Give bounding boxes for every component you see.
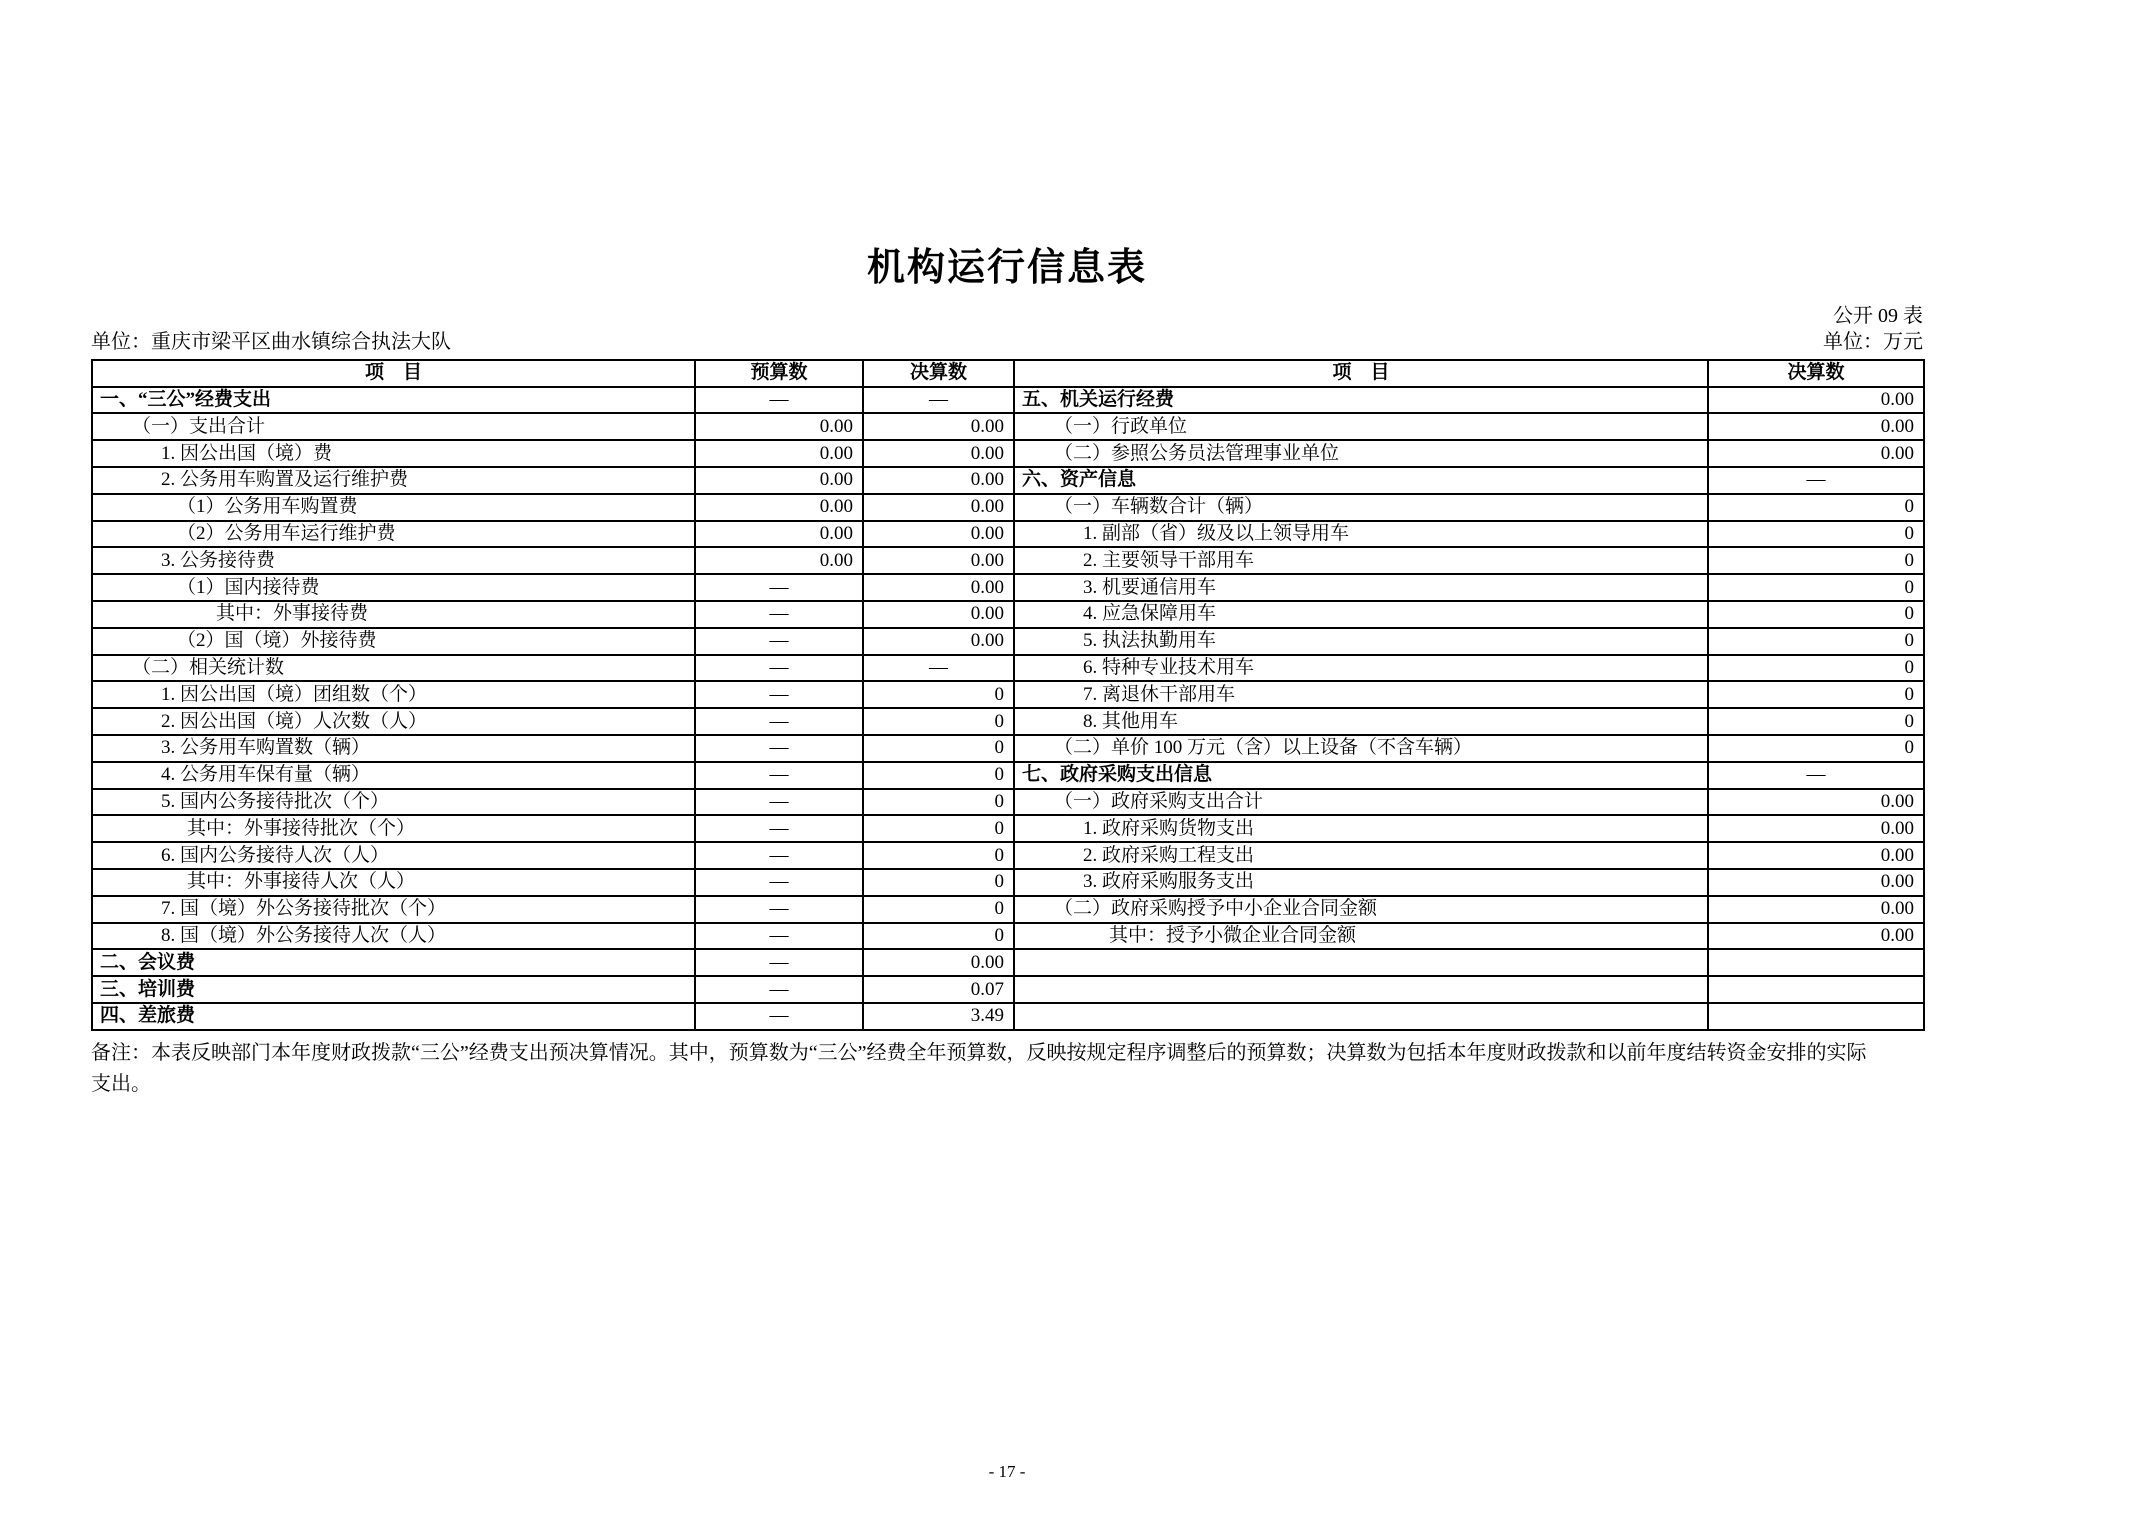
final-value-right: 0 xyxy=(1708,574,1924,601)
table-row xyxy=(92,387,1924,414)
budget-value-left: — xyxy=(695,869,863,896)
row-label-right: （二）单价 100 万元（含）以上设备（不含车辆） xyxy=(1014,735,1708,762)
budget-value-left: — xyxy=(695,708,863,735)
header-final-left: 决算数 xyxy=(863,360,1014,387)
table-header-row xyxy=(92,360,1924,387)
budget-value-left: — xyxy=(695,628,863,655)
row-label-right: （一）政府采购支出合计 xyxy=(1014,789,1708,816)
table-row xyxy=(92,896,1924,923)
table-row xyxy=(92,574,1924,601)
budget-value-left: — xyxy=(695,949,863,976)
final-value-left: 0 xyxy=(863,681,1014,708)
table-row xyxy=(92,923,1924,950)
final-value-left: 0.00 xyxy=(863,494,1014,521)
final-value-left: 0.00 xyxy=(863,413,1014,440)
final-value-right: 0.00 xyxy=(1708,842,1924,869)
row-label-left: 5. 国内公务接待批次（个） xyxy=(92,789,695,816)
row-label-right: 8. 其他用车 xyxy=(1014,708,1708,735)
row-label-right: 1. 副部（省）级及以上领导用车 xyxy=(1014,521,1708,548)
table-row xyxy=(92,521,1924,548)
unit-money-label: 单位：万元 xyxy=(1823,330,1923,353)
final-value-right: 0.00 xyxy=(1708,923,1924,950)
final-value-right: 0 xyxy=(1708,735,1924,762)
budget-value-left: — xyxy=(695,896,863,923)
row-label-right: 六、资产信息 xyxy=(1014,467,1708,494)
row-label-left: （2）公务用车运行维护费 xyxy=(92,521,695,548)
table-row xyxy=(92,628,1924,655)
final-value-left: 0 xyxy=(863,869,1014,896)
final-value-right: 0 xyxy=(1708,601,1924,628)
table-row xyxy=(92,815,1924,842)
row-label-left: 其中：外事接待费 xyxy=(92,601,695,628)
header-budget: 预算数 xyxy=(695,360,863,387)
final-value-left: 0.00 xyxy=(863,440,1014,467)
budget-value-left: — xyxy=(695,601,863,628)
table-row xyxy=(92,949,1924,976)
unit-row xyxy=(91,330,1923,359)
final-value-right xyxy=(1708,949,1924,976)
table-row xyxy=(92,413,1924,440)
table-row xyxy=(92,494,1924,521)
row-label-left: 3. 公务接待费 xyxy=(92,547,695,574)
budget-value-left: — xyxy=(695,789,863,816)
row-label-right: 3. 机要通信用车 xyxy=(1014,574,1708,601)
table-row xyxy=(92,655,1924,682)
table-row xyxy=(92,601,1924,628)
final-value-left: 0 xyxy=(863,789,1014,816)
final-value-right: 0 xyxy=(1708,708,1924,735)
final-value-right: 0.00 xyxy=(1708,896,1924,923)
final-value-left: 0.00 xyxy=(863,467,1014,494)
table-row xyxy=(92,681,1924,708)
budget-value-left: — xyxy=(695,681,863,708)
final-value-left: 0 xyxy=(863,896,1014,923)
row-label-right xyxy=(1014,976,1708,1003)
budget-value-left: 0.00 xyxy=(695,494,863,521)
final-value-left: 0 xyxy=(863,842,1014,869)
table-row xyxy=(92,976,1924,1003)
row-label-left: 6. 国内公务接待人次（人） xyxy=(92,842,695,869)
header-final-right: 决算数 xyxy=(1708,360,1924,387)
final-value-left: 0 xyxy=(863,735,1014,762)
row-label-right: 其中：授予小微企业合同金额 xyxy=(1014,923,1708,950)
row-label-left: （2）国（境）外接待费 xyxy=(92,628,695,655)
final-value-left: 3.49 xyxy=(863,1003,1014,1030)
budget-value-left: — xyxy=(695,842,863,869)
table-row xyxy=(92,735,1924,762)
row-label-right xyxy=(1014,1003,1708,1030)
table-row xyxy=(92,440,1924,467)
page-number: - 17 - xyxy=(988,1462,1026,1481)
header-item-right: 项 目 xyxy=(1014,360,1708,387)
final-value-left: 0 xyxy=(863,815,1014,842)
row-label-left: 其中：外事接待人次（人） xyxy=(92,869,695,896)
row-label-right: 2. 主要领导干部用车 xyxy=(1014,547,1708,574)
row-label-left: 一、“三公”经费支出 xyxy=(92,387,695,414)
final-value-left: 0.00 xyxy=(863,949,1014,976)
row-label-right: （二）政府采购授予中小企业合同金额 xyxy=(1014,896,1708,923)
row-label-right: 3. 政府采购服务支出 xyxy=(1014,869,1708,896)
row-label-left: 4. 公务用车保有量（辆） xyxy=(92,762,695,789)
row-label-left: 8. 国（境）外公务接待人次（人） xyxy=(92,923,695,950)
row-label-right: 7. 离退休干部用车 xyxy=(1014,681,1708,708)
document-content xyxy=(91,0,1923,1100)
row-label-left: 四、差旅费 xyxy=(92,1003,695,1030)
row-label-left: （1）公务用车购置费 xyxy=(92,494,695,521)
table-code-label: 公开 09 表 xyxy=(1833,304,1923,327)
budget-value-left: — xyxy=(695,735,863,762)
row-label-left: 三、培训费 xyxy=(92,976,695,1003)
final-value-left: 0.07 xyxy=(863,976,1014,1003)
row-label-left: 1. 因公出国（境）团组数（个） xyxy=(92,681,695,708)
page-title: 机构运行信息表 xyxy=(866,247,1147,289)
row-label-left: （1）国内接待费 xyxy=(92,574,695,601)
final-value-right: 0.00 xyxy=(1708,815,1924,842)
final-value-left: 0.00 xyxy=(863,574,1014,601)
row-label-left: 7. 国（境）外公务接待批次（个） xyxy=(92,896,695,923)
row-label-left: 二、会议费 xyxy=(92,949,695,976)
final-value-right: — xyxy=(1708,762,1924,789)
budget-value-left: 0.00 xyxy=(695,547,863,574)
budget-value-left: 0.00 xyxy=(695,467,863,494)
row-label-right: 五、机关运行经费 xyxy=(1014,387,1708,414)
table-row xyxy=(92,762,1924,789)
final-value-right: 0 xyxy=(1708,494,1924,521)
row-label-left: （一）支出合计 xyxy=(92,413,695,440)
row-label-right: 4. 应急保障用车 xyxy=(1014,601,1708,628)
budget-value-left: 0.00 xyxy=(695,521,863,548)
table-row xyxy=(92,708,1924,735)
unit-name-label: 单位：重庆市梁平区曲水镇综合执法大队 xyxy=(91,330,451,353)
row-label-left: 2. 因公出国（境）人次数（人） xyxy=(92,708,695,735)
final-value-right xyxy=(1708,976,1924,1003)
budget-value-left: — xyxy=(695,1003,863,1030)
footnote-line-2: 支出。 xyxy=(91,1072,151,1095)
final-value-left: 0.00 xyxy=(863,547,1014,574)
budget-value-left: — xyxy=(695,923,863,950)
table-row xyxy=(92,467,1924,494)
budget-value-left: — xyxy=(695,815,863,842)
footnote xyxy=(91,1038,1923,1100)
final-value-right: 0.00 xyxy=(1708,440,1924,467)
final-value-right: — xyxy=(1708,467,1924,494)
budget-value-left: — xyxy=(695,655,863,682)
final-value-right xyxy=(1708,1003,1924,1030)
final-value-right: 0 xyxy=(1708,547,1924,574)
final-value-right: 0 xyxy=(1708,628,1924,655)
row-label-right xyxy=(1014,949,1708,976)
row-label-right: （一）车辆数合计（辆） xyxy=(1014,494,1708,521)
row-label-right: 5. 执法执勤用车 xyxy=(1014,628,1708,655)
footnote-line-1: 备注：本表反映部门本年度财政拨款“三公”经费支出预决算情况。其中，预算数为“三公”经费全年预算数，反映按规定程序调整后的预算数；决算数为包括本年度财政拨款和以前年度结转资金安排的实际 xyxy=(91,1041,1867,1064)
header-item-left: 项 目 xyxy=(92,360,695,387)
final-value-right: 0.00 xyxy=(1708,413,1924,440)
row-label-right: 七、政府采购支出信息 xyxy=(1014,762,1708,789)
budget-value-left: — xyxy=(695,976,863,1003)
row-label-left: 1. 因公出国（境）费 xyxy=(92,440,695,467)
table-row xyxy=(92,842,1924,869)
table-row xyxy=(92,1003,1924,1030)
budget-value-left: — xyxy=(695,762,863,789)
budget-value-left: — xyxy=(695,574,863,601)
operation-info-table xyxy=(91,359,1925,1031)
final-value-right: 0.00 xyxy=(1708,869,1924,896)
row-label-left: 3. 公务用车购置数（辆） xyxy=(92,735,695,762)
row-label-right: 2. 政府采购工程支出 xyxy=(1014,842,1708,869)
budget-value-left: — xyxy=(695,387,863,414)
budget-value-left: 0.00 xyxy=(695,440,863,467)
row-label-left: （二）相关统计数 xyxy=(92,655,695,682)
row-label-right: （二）参照公务员法管理事业单位 xyxy=(1014,440,1708,467)
final-value-left: 0 xyxy=(863,762,1014,789)
final-value-left: 0.00 xyxy=(863,628,1014,655)
final-value-left: — xyxy=(863,387,1014,414)
final-value-left: — xyxy=(863,655,1014,682)
row-label-right: 6. 特种专业技术用车 xyxy=(1014,655,1708,682)
final-value-right: 0 xyxy=(1708,521,1924,548)
final-value-right: 0 xyxy=(1708,681,1924,708)
table-row xyxy=(92,869,1924,896)
table-row xyxy=(92,547,1924,574)
budget-value-left: 0.00 xyxy=(695,413,863,440)
final-value-right: 0.00 xyxy=(1708,789,1924,816)
row-label-left: 2. 公务用车购置及运行维护费 xyxy=(92,467,695,494)
final-value-left: 0.00 xyxy=(863,521,1014,548)
final-value-left: 0 xyxy=(863,708,1014,735)
final-value-left: 0 xyxy=(863,923,1014,950)
final-value-left: 0.00 xyxy=(863,601,1014,628)
final-value-right: 0 xyxy=(1708,655,1924,682)
row-label-right: 1. 政府采购货物支出 xyxy=(1014,815,1708,842)
row-label-right: （一）行政单位 xyxy=(1014,413,1708,440)
row-label-left: 其中：外事接待批次（个） xyxy=(92,815,695,842)
table-row xyxy=(92,789,1924,816)
final-value-right: 0.00 xyxy=(1708,387,1924,414)
